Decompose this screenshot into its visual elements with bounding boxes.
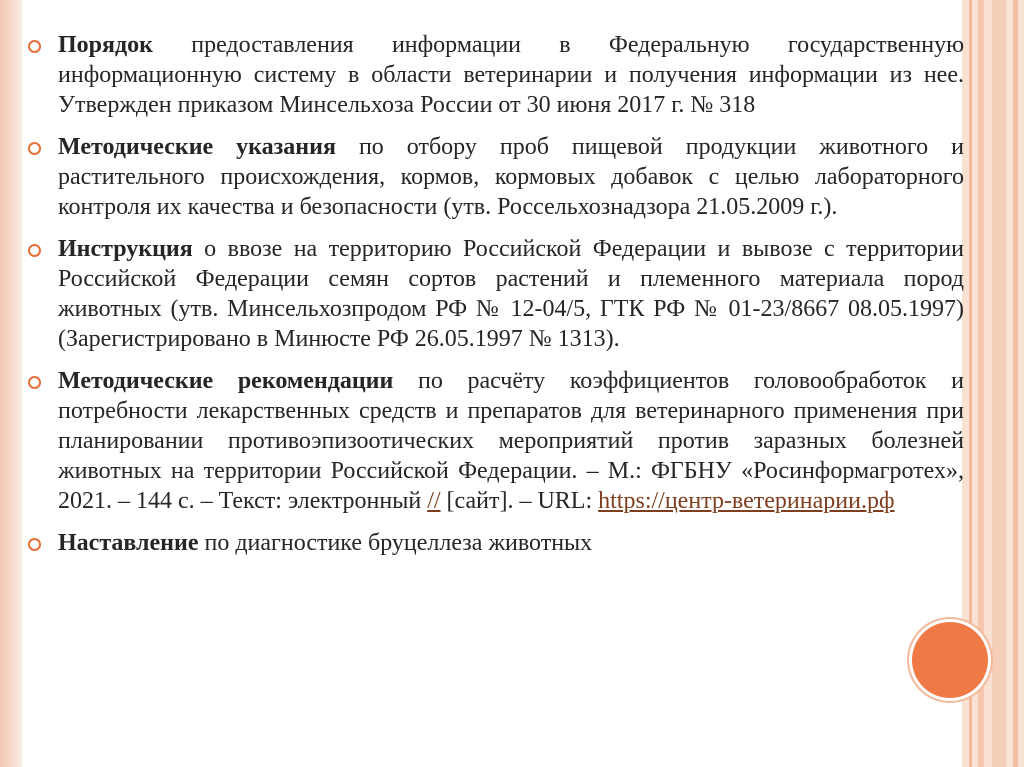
bullet-icon	[28, 142, 41, 155]
item-title: Наставление	[58, 530, 199, 556]
item-text: предоставления информации в Федеральную государственную информационную систему в области ветеринарии и получения информации из нее. Утвержден приказом Минсельхоза России от 30 июня 2017 г. № 318	[58, 32, 964, 118]
item-text: о ввозе на территорию Российской Федерации и вывозе с территории Российской Федерации семян сортов растений и племенного материала пород животных (утв. Минсельхозпродом РФ № 12-04/5, ГТК РФ № 01-23/8667 08.05.1997) (Зарегистрировано в Минюсте РФ 26.05.1997 № 1313).	[58, 236, 964, 352]
frame-stripe	[1013, 0, 1018, 767]
link-slashes[interactable]: //	[427, 488, 441, 514]
item-title: Инструкция	[58, 236, 193, 262]
list-item	[58, 30, 964, 120]
list-item	[58, 234, 964, 354]
item-text: по отбору проб пищевой продукции животного и растительного происхождения, кормов, кормовых добавок с целью лабораторного контроля их качества и безопасности (утв. Россельхознадзора 21.05.2009 г.).	[58, 134, 964, 220]
item-text-continued: [сайт]. – URL:	[440, 488, 599, 514]
frame-stripe	[992, 0, 1006, 767]
bullet-icon	[28, 40, 41, 53]
item-title: Порядок	[58, 32, 153, 58]
item-title: Методические рекомендации	[58, 368, 394, 394]
list-item	[58, 132, 964, 222]
item-title: Методические указания	[58, 134, 336, 160]
left-frame-stripe	[0, 0, 22, 767]
bullet-icon	[28, 538, 41, 551]
item-text: по расчёту коэффициентов головообработок и потребности лекарственных средств и препаратов для ветеринарного применения при планировании противоэпизоотических мероприятий против заразных болезней животных на территории Российской Федерации. – М.: ФГБНУ «Росинформагротех», 2021. – 144 с. – Текст: электронный	[58, 368, 964, 514]
list-item	[58, 528, 964, 558]
url-link[interactable]: https://центр-ветеринарии.рф	[598, 488, 895, 514]
list-item	[58, 366, 964, 516]
bullet-icon	[28, 244, 41, 257]
bullet-icon	[28, 376, 41, 389]
item-text: по диагностике бруцеллеза животных	[198, 530, 593, 556]
decorative-circle	[912, 622, 988, 698]
document-list	[58, 30, 964, 570]
